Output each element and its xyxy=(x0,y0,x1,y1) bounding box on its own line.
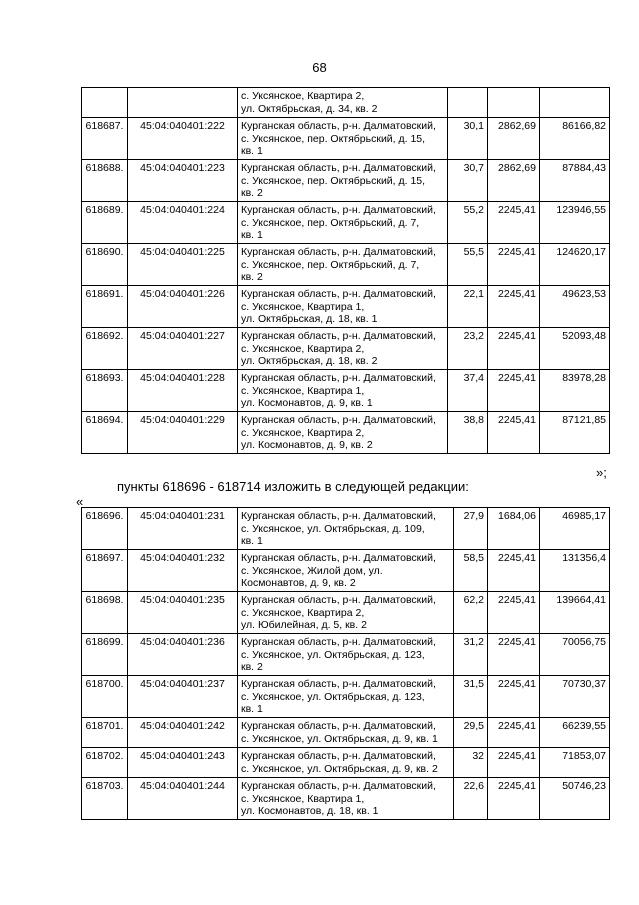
address-cell: Курганская область, р-н. Далматовский, с. Уксянское, ул. Октябрьская, д. 109, кв. 1 xyxy=(238,508,454,550)
row-number-cell: 618702. xyxy=(82,748,128,778)
table-row xyxy=(82,286,610,328)
address-cell: Курганская область, р-н. Далматовский, с. Уксянское, пер. Октябрьский, д. 7, кв. 1 xyxy=(238,202,448,244)
cadastral-number-cell: 45:04:040401:244 xyxy=(128,778,238,820)
cadastral-cell xyxy=(128,88,238,118)
address-cell: Курганская область, р-н. Далматовский, с. Уксянское, ул. Октябрьская, д. 123, кв. 2 xyxy=(238,634,454,676)
area-cell: 62,2 xyxy=(454,592,488,634)
price-cell: 2245,41 xyxy=(488,412,540,454)
table-row xyxy=(82,718,610,748)
price-cell xyxy=(488,88,540,118)
value-cell: 124620,17 xyxy=(540,244,610,286)
amendment-intro-text: пункты 618696 - 618714 изложить в следующей редакции: xyxy=(117,479,469,494)
value-cell: 139664,41 xyxy=(540,592,610,634)
price-cell: 2245,41 xyxy=(488,202,540,244)
price-cell: 2245,41 xyxy=(488,286,540,328)
row-number-cell: 618691. xyxy=(82,286,128,328)
address-cell: Курганская область, р-н. Далматовский, с. Уксянское, Квартира 2, ул. Юбилейная, д. 5, кв. 2 xyxy=(238,592,454,634)
address-cell: Курганская область, р-н. Далматовский, с. Уксянское, ул. Октябрьская, д. 123, кв. 1 xyxy=(238,676,454,718)
page-number: 68 xyxy=(312,60,327,75)
price-cell: 2245,41 xyxy=(488,634,540,676)
value-cell xyxy=(540,88,610,118)
table-row xyxy=(82,676,610,718)
address-cell: Курганская область, р-н. Далматовский, с. Уксянское, Квартира 2, ул. Космонавтов, д. 9, кв. 2 xyxy=(238,412,448,454)
row-number-cell: 618689. xyxy=(82,202,128,244)
cadastral-number-cell: 45:04:040401:229 xyxy=(128,412,238,454)
area-cell: 37,4 xyxy=(448,370,488,412)
price-cell: 2862,69 xyxy=(488,118,540,160)
area-cell: 29,5 xyxy=(454,718,488,748)
value-cell: 83978,28 xyxy=(540,370,610,412)
address-cell: Курганская область, р-н. Далматовский, с. Уксянское, Квартира 2, ул. Октябрьская, д. 18, кв. 2 xyxy=(238,328,448,370)
continuation-row xyxy=(82,88,610,118)
price-cell: 2245,41 xyxy=(488,676,540,718)
table-row xyxy=(82,748,610,778)
table-row xyxy=(82,592,610,634)
table-row xyxy=(82,118,610,160)
area-cell: 55,2 xyxy=(448,202,488,244)
row-number-cell: 618690. xyxy=(82,244,128,286)
area-cell: 22,6 xyxy=(454,778,488,820)
area-cell: 31,2 xyxy=(454,634,488,676)
property-table-2 xyxy=(81,507,610,820)
cadastral-number-cell: 45:04:040401:232 xyxy=(128,550,238,592)
area-cell: 22,1 xyxy=(448,286,488,328)
area-cell: 58,5 xyxy=(454,550,488,592)
address-cell: Курганская область, р-н. Далматовский, с. Уксянское, пер. Октябрьский, д. 7, кв. 2 xyxy=(238,244,448,286)
row-number-cell: 618703. xyxy=(82,778,128,820)
value-cell: 71853,07 xyxy=(540,748,610,778)
cadastral-number-cell: 45:04:040401:228 xyxy=(128,370,238,412)
value-cell: 49623,53 xyxy=(540,286,610,328)
cadastral-number-cell: 45:04:040401:243 xyxy=(128,748,238,778)
row-number-cell: 618688. xyxy=(82,160,128,202)
row-number-cell: 618692. xyxy=(82,328,128,370)
cadastral-number-cell: 45:04:040401:231 xyxy=(128,508,238,550)
area-cell: 30,7 xyxy=(448,160,488,202)
cadastral-number-cell: 45:04:040401:237 xyxy=(128,676,238,718)
area-cell: 30,1 xyxy=(448,118,488,160)
area-cell xyxy=(448,88,488,118)
value-cell: 50746,23 xyxy=(540,778,610,820)
cadastral-number-cell: 45:04:040401:226 xyxy=(128,286,238,328)
area-cell: 55,5 xyxy=(448,244,488,286)
closing-quote: »; xyxy=(596,465,607,480)
cadastral-number-cell: 45:04:040401:227 xyxy=(128,328,238,370)
property-table-1-body xyxy=(82,88,610,454)
address-cell: с. Уксянское, Квартира 2, ул. Октябрьская, д. 34, кв. 2 xyxy=(238,88,448,118)
value-cell: 131356,4 xyxy=(540,550,610,592)
area-cell: 27,9 xyxy=(454,508,488,550)
price-cell: 2245,41 xyxy=(488,550,540,592)
cadastral-number-cell: 45:04:040401:235 xyxy=(128,592,238,634)
row-number-cell: 618701. xyxy=(82,718,128,748)
value-cell: 52093,48 xyxy=(540,328,610,370)
address-cell: Курганская область, р-н. Далматовский, с. Уксянское, Квартира 1, ул. Космонавтов, д. 9, кв. 1 xyxy=(238,370,448,412)
value-cell: 66239,55 xyxy=(540,718,610,748)
price-cell: 2245,41 xyxy=(488,592,540,634)
address-cell: Курганская область, р-н. Далматовский, с. Уксянское, Квартира 1, ул. Октябрьская, д. 18, кв. 1 xyxy=(238,286,448,328)
address-cell: Курганская область, р-н. Далматовский, с. Уксянское, Квартира 1, ул. Космонавтов, д. 18, кв. 1 xyxy=(238,778,454,820)
table-row xyxy=(82,508,610,550)
row-number-cell xyxy=(82,88,128,118)
row-number-cell: 618694. xyxy=(82,412,128,454)
area-cell: 38,8 xyxy=(448,412,488,454)
row-number-cell: 618693. xyxy=(82,370,128,412)
price-cell: 1684,06 xyxy=(488,508,540,550)
value-cell: 70056,75 xyxy=(540,634,610,676)
value-cell: 123946,55 xyxy=(540,202,610,244)
area-cell: 32 xyxy=(454,748,488,778)
table-row xyxy=(82,778,610,820)
price-cell: 2245,41 xyxy=(488,244,540,286)
price-cell: 2245,41 xyxy=(488,748,540,778)
table-row xyxy=(82,550,610,592)
address-cell: Курганская область, р-н. Далматовский, с. Уксянское, ул. Октябрьская, д. 9, кв. 2 xyxy=(238,748,454,778)
address-cell: Курганская область, р-н. Далматовский, с. Уксянское, ул. Октябрьская, д. 9, кв. 1 xyxy=(238,718,454,748)
price-cell: 2245,41 xyxy=(488,328,540,370)
value-cell: 70730,37 xyxy=(540,676,610,718)
area-cell: 31,5 xyxy=(454,676,488,718)
value-cell: 86166,82 xyxy=(540,118,610,160)
row-number-cell: 618699. xyxy=(82,634,128,676)
table-row xyxy=(82,634,610,676)
row-number-cell: 618697. xyxy=(82,550,128,592)
price-cell: 2862,69 xyxy=(488,160,540,202)
price-cell: 2245,41 xyxy=(488,778,540,820)
cadastral-number-cell: 45:04:040401:225 xyxy=(128,244,238,286)
value-cell: 87884,43 xyxy=(540,160,610,202)
price-cell: 2245,41 xyxy=(488,370,540,412)
value-cell: 87121,85 xyxy=(540,412,610,454)
opening-quote: « xyxy=(76,494,84,509)
address-cell: Курганская область, р-н. Далматовский, с. Уксянское, пер. Октябрьский, д. 15, кв. 1 xyxy=(238,118,448,160)
area-cell: 23,2 xyxy=(448,328,488,370)
row-number-cell: 618696. xyxy=(82,508,128,550)
cadastral-number-cell: 45:04:040401:223 xyxy=(128,160,238,202)
property-table-1 xyxy=(81,87,610,454)
table-row xyxy=(82,244,610,286)
row-number-cell: 618687. xyxy=(82,118,128,160)
cadastral-number-cell: 45:04:040401:224 xyxy=(128,202,238,244)
property-table-2-body xyxy=(82,508,610,820)
value-cell: 46985,17 xyxy=(540,508,610,550)
table-row xyxy=(82,328,610,370)
cadastral-number-cell: 45:04:040401:242 xyxy=(128,718,238,748)
table-row xyxy=(82,202,610,244)
price-cell: 2245,41 xyxy=(488,718,540,748)
cadastral-number-cell: 45:04:040401:222 xyxy=(128,118,238,160)
table-row xyxy=(82,370,610,412)
address-cell: Курганская область, р-н. Далматовский, с. Уксянское, пер. Октябрьский, д. 15, кв. 2 xyxy=(238,160,448,202)
cadastral-number-cell: 45:04:040401:236 xyxy=(128,634,238,676)
row-number-cell: 618698. xyxy=(82,592,128,634)
row-number-cell: 618700. xyxy=(82,676,128,718)
address-cell: Курганская область, р-н. Далматовский, с. Уксянское, Жилой дом, ул. Космонавтов, д. 9, кв. 2 xyxy=(238,550,454,592)
table-row xyxy=(82,412,610,454)
table-row xyxy=(82,160,610,202)
